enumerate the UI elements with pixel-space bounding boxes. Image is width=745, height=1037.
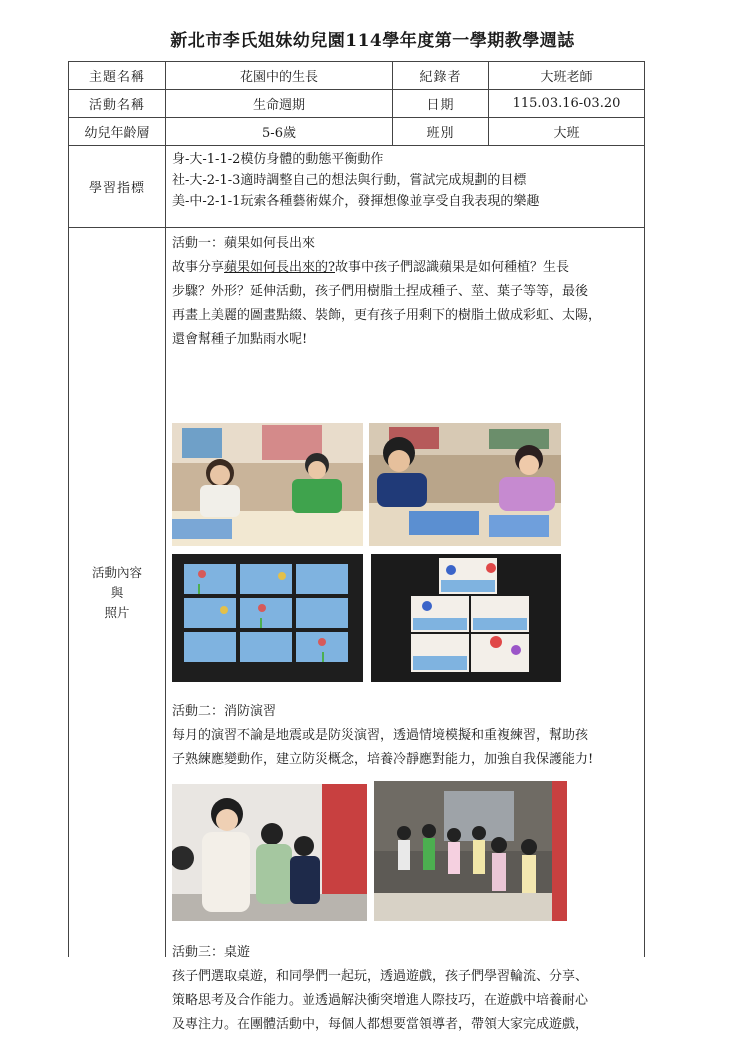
date-value: 115.03.16-03.20 bbox=[512, 96, 621, 111]
activity2-text: 子熟練應變動作，建立防災概念，培養冷靜應對能力，加強自我保護能力! bbox=[172, 752, 594, 767]
class-value: 大班 bbox=[553, 126, 580, 141]
age-value: 5-6歲 bbox=[166, 118, 393, 145]
goal-item: 社-大-2-1-3適時調整自己的想法與行動，嘗試完成規劃的目標 bbox=[172, 173, 527, 188]
activity1-text: 還會幫種子加點雨水呢! bbox=[172, 332, 308, 347]
activity1-text: 步驟？外形？延伸活動，孩子們用樹脂土捏成種子、莖、葉子等等，最後 bbox=[172, 284, 589, 299]
content-label bbox=[69, 228, 166, 957]
weekly-journal-table bbox=[68, 61, 645, 1032]
row-activity bbox=[68, 89, 645, 117]
row-goals bbox=[68, 145, 645, 227]
photo-artwork-collection-1 bbox=[172, 554, 363, 682]
theme-value: 花園中的生長 bbox=[166, 62, 393, 89]
goal-item: 身-大-1-1-2模仿身體的動態平衡動作 bbox=[172, 152, 384, 167]
photo-fire-drill-2 bbox=[374, 781, 567, 921]
row-theme bbox=[68, 61, 645, 89]
photo-fire-drill-1 bbox=[172, 784, 367, 921]
photo-clay-craft-2 bbox=[369, 423, 561, 546]
book-title: 蘋果如何長出來的? bbox=[224, 260, 335, 275]
activity-value: 生命週期 bbox=[166, 90, 393, 117]
activity3-title: 活動三：桌遊 bbox=[172, 945, 251, 960]
activity1-text: 再畫上美麗的圖畫點綴、裝飾，更有孩子用剩下的樹脂土做成彩虹、太陽， bbox=[172, 308, 602, 323]
activity2-title: 活動二：消防演習 bbox=[172, 704, 277, 719]
goals-label: 學習指標 bbox=[69, 146, 166, 227]
content-label-line: 照片 bbox=[104, 604, 130, 620]
recorder-label: 紀錄者 bbox=[393, 62, 489, 89]
activity3-text: 策略思考及合作能力。並透過解決衝突增進人際技巧，在遊戲中培養耐心 bbox=[172, 993, 589, 1008]
age-label: 幼兒年齡層 bbox=[69, 118, 166, 145]
activity3-text: 孩子們選取桌遊，和同學們一起玩，透過遊戲，孩子們學習輪流、分享、 bbox=[172, 969, 589, 984]
row-age bbox=[68, 117, 645, 145]
photo-clay-craft-1 bbox=[172, 423, 363, 546]
activity1-title: 活動一：蘋果如何長出來 bbox=[172, 236, 316, 251]
activity1-text: 故事分享蘋果如何長出來的?故事中孩子們認識蘋果是如何種植？生長 bbox=[172, 260, 570, 275]
content-label-line: 活動內容 bbox=[91, 564, 142, 580]
photo-artwork-collection-2 bbox=[371, 554, 561, 682]
row-content bbox=[68, 227, 645, 1032]
content-label-line: 與 bbox=[110, 584, 124, 600]
theme-label: 主題名稱 bbox=[69, 62, 166, 89]
activity-label: 活動名稱 bbox=[69, 90, 166, 117]
activity2-text: 每月的演習不論是地震或是防災演習，透過情境模擬和重複練習，幫助孩 bbox=[172, 728, 589, 743]
content-body bbox=[166, 228, 644, 1032]
goals-list bbox=[166, 146, 644, 227]
goal-item: 美-中-2-1-1玩索各種藝術媒介，發揮想像並享受自我表現的樂趣 bbox=[172, 194, 540, 209]
activity3-text: 及專注力。在團體活動中，每個人都想要當領導者，帶領大家完成遊戲， bbox=[172, 1017, 589, 1032]
date-label: 日期 bbox=[393, 90, 489, 117]
recorder-value: 大班老師 bbox=[540, 70, 593, 85]
class-label: 班別 bbox=[393, 118, 489, 145]
page-title: 新北市李氏姐妹幼兒園114學年度第一學期教學週誌 bbox=[170, 31, 575, 51]
